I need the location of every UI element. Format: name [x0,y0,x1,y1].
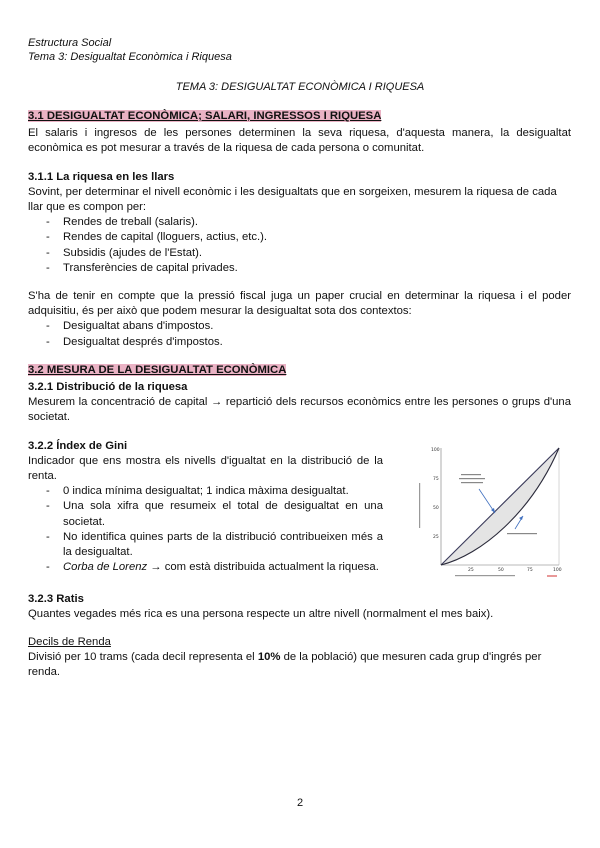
list-item: - Desigualtat després d'impostos. [46,335,571,350]
income-sources-list [28,215,571,276]
header-course: Estructura Social [28,37,112,49]
x-tick-label: 100 [553,567,562,573]
subsection-heading-3-1-1: 3.1.1 La riquesa en les llars [28,170,175,183]
annotation-text-mark [461,482,483,483]
y-tick-label: 75 [433,476,439,482]
lorenz-curve-figure [411,443,571,583]
document-title: TEMA 3: DESIGUALTAT ECONÒMICA I RIQUESA [175,81,425,93]
x-tick-label: 75 [527,567,533,573]
list-item: - Una sola xifra que resumeix el total de desigualtat en una societat. [46,499,383,529]
subsection-3-1-1-intro: Sovint, per determinar el nivell econòmic i les desigualtats que en sorgeixen, mesurem la riquesa de cada llar que es compon per: [28,185,557,214]
list-item: - 0 indica mínima desigualtat; 1 indica màxima desigualtat. [46,484,383,499]
y-tick-label: 100 [431,447,440,453]
annotation-text-mark [459,478,485,479]
section-heading-3-2: 3.2 MESURA DE LA DESIGUALTAT ECONÒMICA [28,363,287,376]
subsection-heading-3-2-3: 3.2.3 Ratis [28,592,84,605]
list-item: - Rendes de capital (lloguers, actius, etc.). [46,230,571,245]
section-heading-3-1: 3.1 DESIGUALTAT ECONÒMICA; SALARI, INGRESSOS I RIQUESA [28,110,382,122]
fiscal-pressure-paragraph: S'ha de tenir en compte que la pressió fiscal juga un paper crucial en determinar la riquesa i el poder adquisitiu, és per això que podem mesurar la desigualtat sota dos contextos: [28,290,571,318]
gini-properties-list [28,484,383,575]
page-number: 2 [296,797,304,809]
running-header [28,36,232,64]
decils-text-part: de la població) que mesuren cada grup d'ingrés per renda. [28,651,542,679]
lorenz-definition: → com està distribuida actualment la riquesa. [147,561,379,574]
inequality-contexts-list [28,319,571,349]
x-tick-label: 25 [468,567,474,573]
subsection-3-2-1-text: Mesurem la concentració de capital → repartició dels recursos econòmics entre les persones o grups d'una societat. [28,396,571,424]
section-3-1-intro: El salaris i ingresos de les persones determinen la seva riquesa, d'aquesta manera, la desigualtat econòmica es pot mesurar a través de la riquesa de cada persona o comunitat. [28,127,571,155]
list-item: - Transferències de capital privades. [46,261,571,276]
decils-text [28,650,571,680]
subsection-heading-3-2-2: 3.2.2 Índex de Gini [28,439,128,452]
decils-percentage: 10% [257,651,281,664]
document-body [28,109,571,681]
y-tick-label: 25 [433,534,439,540]
x-tick-label: 50 [498,567,504,573]
lorenz-term: Corba de Lorenz [63,561,148,574]
subsection-3-2-3-text: Quantes vegades més rica es una persona respecte un altre nivell (normalment el mes baix). [28,607,494,620]
list-item: - No identifica quines parts de la distribució contribueixen més a la desigualtat. [46,530,383,560]
y-axis-label-mark [419,483,420,528]
list-item: - Desigualtat abans d'impostos. [46,319,571,334]
y-tick-label: 50 [433,505,439,511]
x-axis-label-mark [455,575,515,576]
list-item [46,560,383,575]
annotation-text-mark [507,533,537,534]
subsection-3-2-2-text: Indicador que ens mostra els nivells d'igualtat en la distribució de la renta. [28,454,383,483]
subsection-heading-3-2-1: 3.2.1 Distribució de la riquesa [28,381,188,394]
decils-heading: Decils de Renda [28,636,111,649]
header-topic: Tema 3: Desigualtat Econòmica i Riquesa [28,51,232,63]
annotation-text-mark [461,474,481,475]
list-item: - Rendes de treball (salaris). [46,215,571,230]
list-item: - Subsidis (ajudes de l'Estat). [46,246,571,261]
gini-section [28,439,571,583]
decils-text-part: Divisió per 10 trams (cada decil representa el [28,651,258,664]
